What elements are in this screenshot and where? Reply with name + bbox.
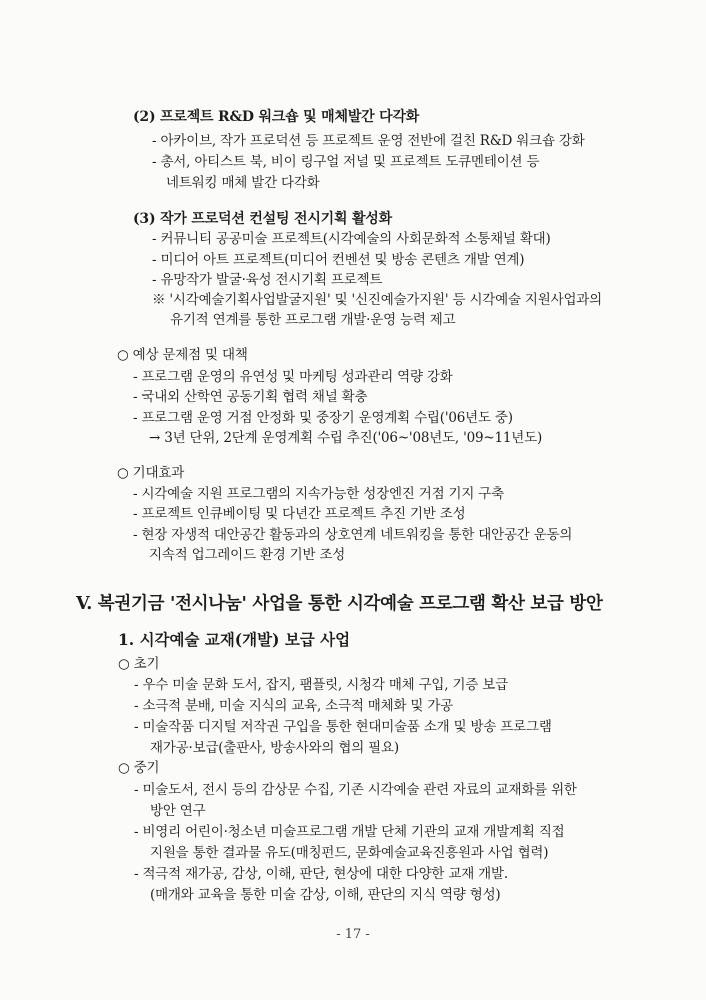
list-item: - 비영리 어린이·청소년 미술프로그램 개발 단체 기관의 교재 개발계획 직접: [134, 824, 565, 840]
subsection-title: 1. 시각예술 교재(개발) 보급 사업: [118, 630, 351, 649]
list-item: - 미술도서, 전시 등의 감상문 수집, 기존 시각예술 관련 자료의 교재화를 위한: [134, 782, 577, 798]
list-item: - 우수 미술 문화 도서, 잡지, 팸플릿, 시청각 매체 구입, 기증 보급: [134, 677, 508, 693]
heading-expected-problems: ○ 예상 문제점 및 대책: [117, 347, 248, 363]
heading-expected-effects: ○ 기대효과: [117, 465, 185, 481]
heading-early-stage: ○ 초기: [118, 656, 160, 672]
note-item-continued: 유기적 연계를 통한 프로그램 개발·운영 능력 제고: [170, 312, 456, 328]
heading-artist-production: (3) 작가 프로덕션 컨설팅 전시기획 활성화: [133, 211, 392, 227]
list-item: - 총서, 아티스트 북, 비이 링구얼 저널 및 프로젝트 도큐멘테이션 등: [152, 154, 540, 170]
list-item: - 유망작가 발굴·육성 전시기획 프로젝트: [152, 272, 383, 288]
note-item: ※ '시각예술기획사업발굴지원' 및 '신진예술가지원' 등 시각예술 지원사업과의: [152, 292, 602, 308]
list-item-continued: (매개와 교육을 통한 미술 감상, 이해, 판단의 지식 역량 형성): [150, 887, 501, 903]
list-item-continued: 지속적 업그레이드 환경 기반 조성: [149, 547, 346, 563]
list-item: - 국내외 산학연 공동기획 협력 채널 확충: [133, 389, 368, 405]
list-item: - 프로젝트 인큐베이팅 및 다년간 프로젝트 추진 기반 조성: [133, 506, 466, 522]
list-item: - 소극적 분배, 미술 지식의 교육, 소극적 매체화 및 가공: [134, 698, 454, 714]
list-item: - 아카이브, 작가 프로덕션 등 프로젝트 운영 전반에 걸친 R&D 워크숍 강화: [152, 133, 585, 149]
list-item: - 미디어 아트 프로젝트(미디어 컨벤션 및 방송 콘텐츠 개발 연계): [152, 252, 525, 268]
list-item-continued: 방안 연구: [150, 803, 206, 819]
heading-mid-stage: ○ 중기: [118, 760, 160, 776]
list-item-continued: 지원을 통한 결과물 유도(매칭펀드, 문화예술교육진흥원과 사업 협력): [150, 845, 549, 861]
list-item: - 커뮤니티 공공미술 프로젝트(시각예술의 사회문화적 소통채널 확대): [152, 231, 551, 247]
list-item: - 프로그램 운영의 유연성 및 마케팅 성과관리 역량 강화: [133, 369, 453, 385]
section-title: V. 복권기금 '전시나눔' 사업을 통한 시각예술 프로그램 확산 보급 방안: [76, 594, 603, 614]
list-item: - 시각예술 지원 프로그램의 지속가능한 성장엔진 거점 기지 구축: [133, 486, 504, 502]
list-item: - 현장 자생적 대안공간 활동과의 상호연계 네트워킹을 통한 대안공간 운동의: [133, 527, 573, 543]
page-number: - 17 -: [336, 927, 370, 942]
list-item: - 적극적 재가공, 감상, 이해, 판단, 현상에 대한 다양한 교재 개발.: [134, 866, 508, 882]
list-item: - 미술작품 디지털 저작권 구입을 통한 현대미술품 소개 및 방송 프로그램: [134, 719, 552, 735]
list-item-continued: 재가공·보급(출판사, 방송사와의 협의 필요): [150, 740, 399, 756]
list-item: - 프로그램 운영 거점 안정화 및 중장기 운영계획 수립('06년도 중): [133, 410, 513, 426]
heading-rnd-workshop: (2) 프로젝트 R&D 워크숍 및 매체발간 다각화: [133, 109, 420, 125]
list-item: 네트워킹 매체 발간 다각화: [166, 175, 320, 191]
arrow-item: → 3년 단위, 2단계 운영계획 수립 추진('06~'08년도, '09~11년도): [149, 430, 543, 446]
